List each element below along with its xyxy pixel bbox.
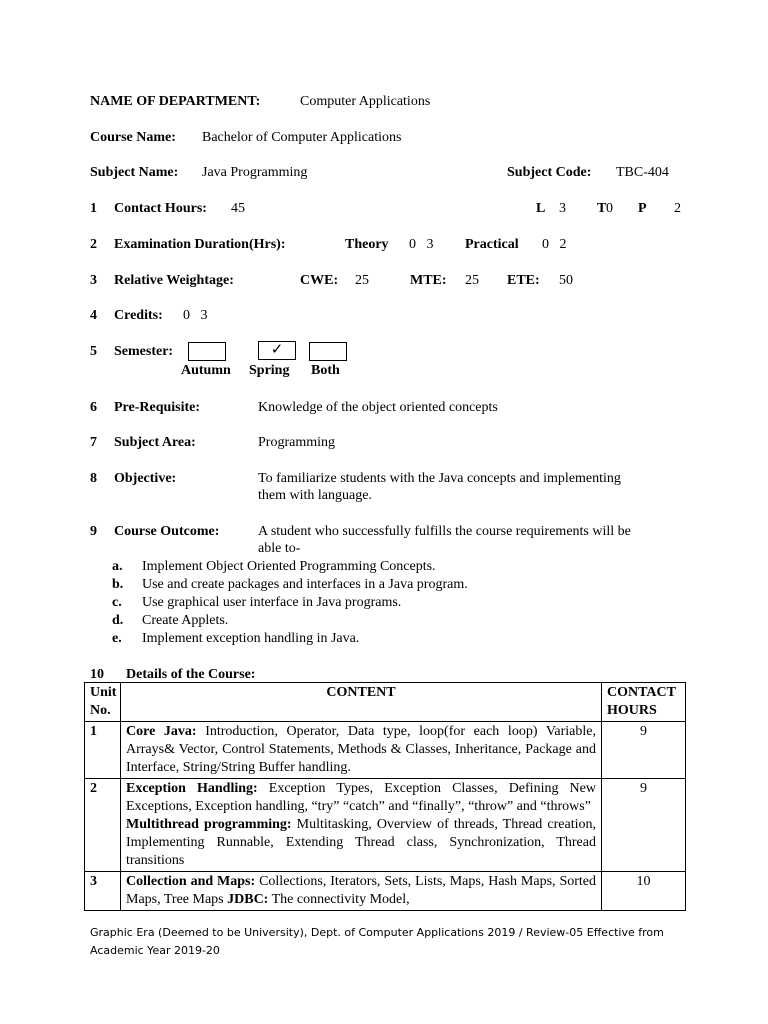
credits-value: 0 3 (183, 308, 208, 323)
prerequisite-value: Knowledge of the object oriented concepts (258, 400, 498, 415)
contact-hours-label: Contact Hours: (114, 201, 207, 216)
department-value: Computer Applications (300, 94, 431, 109)
unit-number: 2 (85, 779, 121, 872)
unit-content (121, 872, 602, 911)
list-item-text: Implement exception handling in Java. (142, 631, 360, 646)
unit-number: 1 (85, 722, 121, 779)
objective-line-1: To familiarize students with the Java concepts and implementing (258, 471, 621, 486)
content-header: CONTENT (121, 683, 602, 722)
list-item-letter: c. (112, 595, 122, 610)
course-outcome-line-2: able to- (258, 541, 301, 556)
table-row (85, 722, 686, 779)
item-number: 2 (90, 237, 97, 252)
theory-label: Theory (345, 237, 389, 252)
prerequisite-label: Pre-Requisite: (114, 400, 201, 415)
relative-weightage-label: Relative Weightage: (114, 273, 234, 288)
topic-paragraph (126, 873, 596, 909)
tutorial-value: 0 (606, 201, 613, 216)
unit-hours: 9 (602, 779, 686, 872)
subject-code-label: Subject Code: (507, 165, 592, 180)
page-footer: Graphic Era (Deemed to be University), Dept. of Computer Applications 2019 / Review-05 Effective from Academic Year 2019-20 (90, 926, 664, 957)
practical-label: P (638, 201, 647, 216)
list-item-letter: e. (112, 631, 122, 646)
practical-duration-label: Practical (465, 237, 519, 252)
checkmark-icon: ✓ (270, 342, 284, 358)
course-name-label: Course Name: (90, 130, 176, 145)
list-item-text: Create Applets. (142, 613, 229, 628)
topic-title: Collection and Maps: (126, 874, 256, 889)
subject-name-label: Subject Name: (90, 165, 179, 180)
list-item-text: Use and create packages and interfaces in a Java program. (142, 577, 468, 592)
list-item-letter: d. (112, 613, 124, 628)
details-label: Details of the Course: (126, 667, 256, 682)
department-label: NAME OF DEPARTMENT: (90, 94, 261, 109)
ete-label: ETE: (507, 273, 540, 288)
item-number: 9 (90, 524, 97, 539)
objective-line-2: them with language. (258, 488, 372, 503)
unit-hours: 10 (602, 872, 686, 911)
lecture-label: L (536, 201, 546, 216)
contact-hours-header: CONTACT HOURS (602, 683, 686, 722)
item-number: 7 (90, 435, 97, 450)
topic-title: Multithread programming: (126, 817, 292, 832)
table-row (85, 872, 686, 911)
topic-text: Exception Types, Exception Classes, Defining New Exceptions, Exception handling, “try” “catch” and “finally”, “throw” and “throws” (126, 781, 596, 814)
objective-label: Objective: (114, 471, 177, 486)
topic-title: Core Java: (126, 724, 197, 739)
lecture-value: 3 (559, 201, 566, 216)
cwe-value: 25 (355, 273, 369, 288)
theory-value: 0 3 (409, 237, 434, 252)
exam-duration-label: Examination Duration(Hrs): (114, 237, 286, 252)
topic-title: JDBC: (227, 892, 269, 907)
list-item-letter: a. (112, 559, 123, 574)
course-details-table (84, 682, 686, 911)
unit-number: 3 (85, 872, 121, 911)
topic-paragraph (126, 780, 596, 816)
list-item-text: Use graphical user interface in Java programs. (142, 595, 402, 610)
mte-value: 25 (465, 273, 479, 288)
subject-name-value: Java Programming (202, 165, 308, 180)
tutorial-label: T (597, 201, 607, 216)
course-outcome-line-1: A student who successfully fulfills the course requirements will be (258, 524, 631, 539)
topic-title: Exception Handling: (126, 781, 258, 796)
subject-area-value: Programming (258, 435, 335, 450)
unit-no-header: Unit No. (85, 683, 121, 722)
unit-content (121, 779, 602, 872)
topic-text: Collections, Iterators, Sets, Lists, Maps, Hash Maps, Sorted Maps, Tree Maps (126, 874, 596, 907)
semester-both-label: Both (311, 363, 340, 378)
practical-value: 2 (674, 201, 681, 216)
item-number: 6 (90, 400, 97, 415)
semester-label: Semester: (114, 344, 174, 359)
table-header-row (85, 683, 686, 722)
subject-area-label: Subject Area: (114, 435, 196, 450)
semester-both-checkbox[interactable] (309, 342, 347, 361)
semester-autumn-checkbox[interactable] (188, 342, 226, 361)
item-number: 10 (90, 667, 104, 682)
ete-value: 50 (559, 273, 573, 288)
semester-autumn-label: Autumn (181, 363, 231, 378)
credits-label: Credits: (114, 308, 163, 323)
item-number: 5 (90, 344, 97, 359)
course-name-value: Bachelor of Computer Applications (202, 130, 402, 145)
mte-label: MTE: (410, 273, 447, 288)
item-number: 3 (90, 273, 97, 288)
contact-hours-value: 45 (231, 201, 245, 216)
table-row (85, 779, 686, 872)
item-number: 8 (90, 471, 97, 486)
topic-text: The connectivity Model, (268, 892, 410, 907)
course-outcome-label: Course Outcome: (114, 524, 220, 539)
semester-spring-checkbox[interactable] (258, 341, 296, 360)
item-number: 4 (90, 308, 97, 323)
semester-spring-label: Spring (249, 363, 290, 378)
topic-paragraph (126, 723, 596, 777)
unit-hours: 9 (602, 722, 686, 779)
subject-code-value: TBC-404 (616, 165, 669, 180)
item-number: 1 (90, 201, 97, 216)
unit-content (121, 722, 602, 779)
practical-duration-value: 0 2 (542, 237, 567, 252)
topic-text: Multitasking, Overview of threads, Thread creation, Implementing Runnable, Extending Thread class, Synchronization, Thread transitions (126, 817, 596, 868)
topic-text: Introduction, Operator, Data type, loop(for each loop) Variable, Arrays& Vector, Control Statements, Methods & Classes, Inheritance, Package and Interface, String/String Buffer handling. (126, 724, 596, 775)
list-item-text: Implement Object Oriented Programming Concepts. (142, 559, 436, 574)
list-item-letter: b. (112, 577, 124, 592)
cwe-label: CWE: (300, 273, 339, 288)
topic-paragraph (126, 816, 596, 870)
